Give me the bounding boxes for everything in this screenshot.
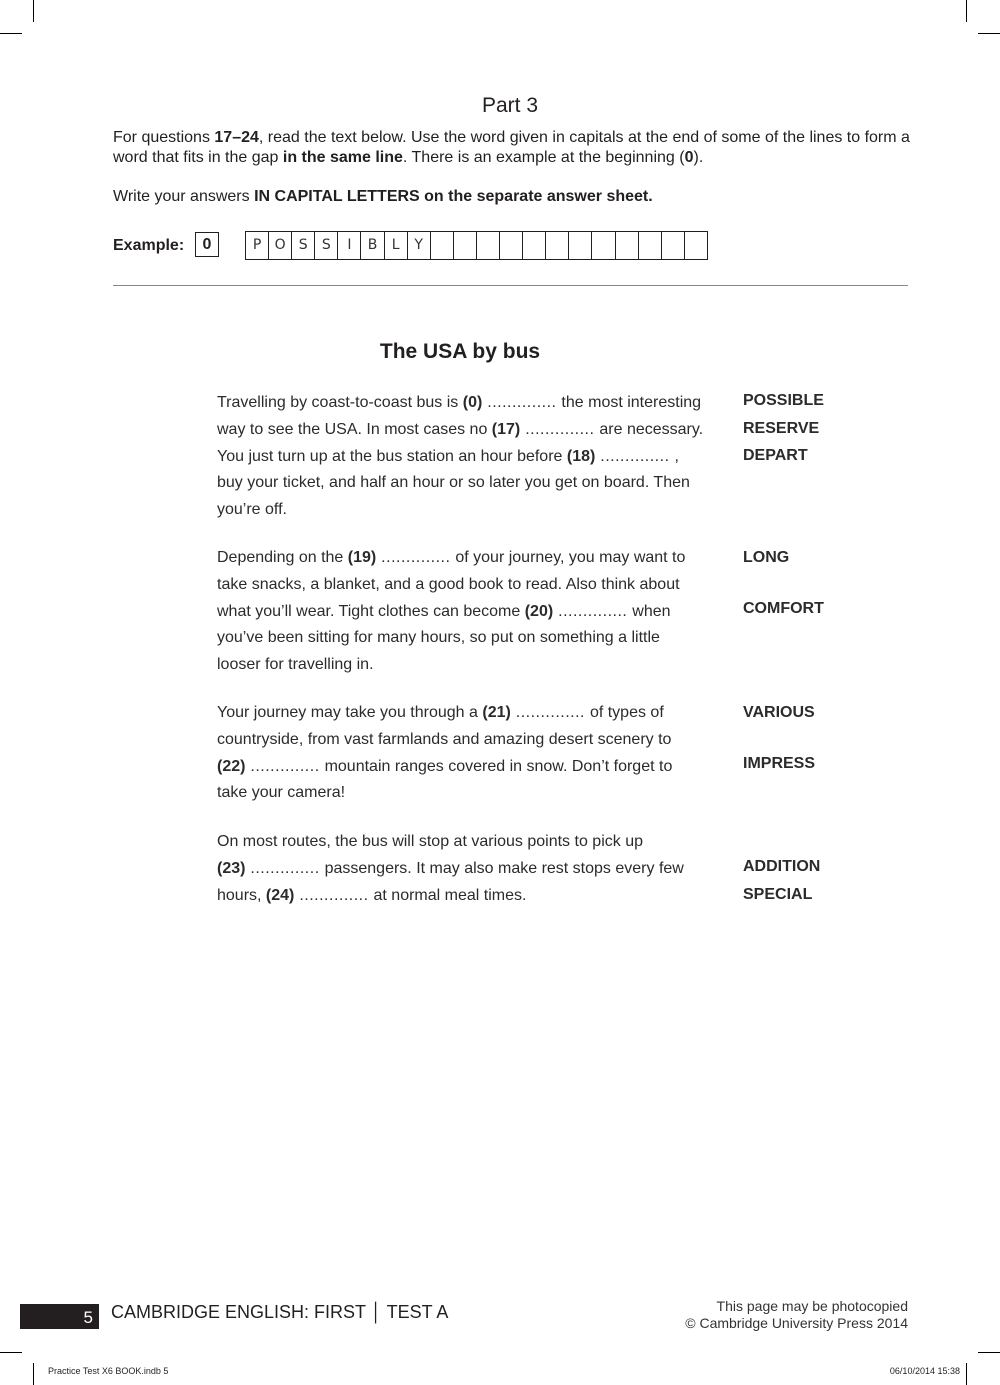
answer-cell (546, 232, 569, 259)
part-title: Part 3 (481, 94, 539, 117)
crop-mark (978, 33, 1000, 34)
photocopy-note: This page may be photocopied (716, 1298, 908, 1314)
answer-cell (477, 232, 500, 259)
gap-number: (20) (524, 602, 554, 620)
instruction-text: , read the text below. Use the word given in capitals at the end of some of the lines to form a word that fits in the gap (113, 129, 910, 166)
keyword-comfort: COMFORT (743, 600, 824, 617)
text-paragraph (217, 700, 707, 807)
text-line (217, 390, 707, 417)
print-slug-date: 06/10/2014 15:38 (889, 1366, 960, 1376)
answer-cell: S (315, 232, 338, 259)
gap-dots: .............. (376, 549, 456, 566)
text-segment: Travelling by coast-to-coast bus is (217, 394, 463, 411)
copyright-line: © Cambridge University Press 2014 (685, 1315, 908, 1331)
instruction-text: ). (693, 149, 704, 166)
text-line (217, 754, 707, 781)
text-segment: Your journey may take you through a (217, 704, 483, 721)
answer-cell (616, 232, 639, 259)
gap-number: (19) (347, 549, 377, 566)
example-ref: 0 (684, 149, 694, 166)
gap-number: (18) (566, 447, 596, 465)
text-segment: what you’ll wear. Tight clothes can become (217, 602, 525, 620)
text-line (217, 545, 707, 572)
text-paragraph (217, 390, 707, 524)
instructions-paragraph (113, 128, 913, 168)
example-label: Example: (113, 237, 185, 254)
keyword-various: VARIOUS (743, 704, 815, 721)
footer-title: CAMBRIDGE ENGLISH: FIRST │ TEST A (111, 1302, 449, 1322)
gap-number: (21) (482, 704, 511, 721)
text-line: looser for travelling in. (217, 656, 374, 674)
answer-cell (569, 232, 592, 259)
keyword-special: SPECIAL (743, 886, 813, 903)
keyword-depart: DEPART (743, 447, 808, 464)
instruction-text: Write your answers (113, 188, 255, 205)
page-number: 5 (20, 1304, 99, 1329)
text-segment: of types of (589, 704, 664, 721)
text-line: take snacks, a blanket, and a good book to read. Also think about (217, 575, 680, 593)
text-line (217, 444, 707, 471)
gap-dots: .............. (553, 602, 633, 620)
gap-dots: .............. (520, 420, 600, 438)
answer-cell: Y (408, 232, 431, 259)
text-segment: at normal meal times. (373, 886, 527, 904)
answer-cell (454, 232, 477, 259)
keyword-addition: ADDITION (743, 858, 821, 875)
gap-number: (0) (462, 394, 483, 411)
answer-cell (592, 232, 615, 259)
text-segment: when (632, 602, 671, 620)
instruction-emphasis: IN CAPITAL LETTERS on the separate answer sheet. (254, 188, 653, 205)
text-segment: , (674, 447, 679, 465)
answer-cell: B (361, 232, 384, 259)
text-segment: way to see the USA. In most cases no (217, 420, 492, 438)
instruction-text: . There is an example at the beginning ( (402, 149, 685, 166)
gap-number: (17) (491, 420, 521, 438)
crop-mark (0, 1352, 22, 1353)
text-segment: mountain ranges covered in snow. Don’t forget to (324, 757, 673, 775)
crop-mark (978, 1352, 1000, 1353)
answer-cell (685, 232, 708, 259)
text-line (217, 700, 707, 727)
gap-dots: .............. (510, 704, 590, 721)
answer-instruction (113, 187, 913, 207)
crop-mark (33, 0, 34, 22)
gap-dots: .............. (245, 757, 325, 775)
question-range: 17–24 (214, 129, 259, 146)
text-line: you’ve been sitting for many hours, so put on something a little (217, 629, 660, 647)
answer-cell: L (385, 232, 408, 259)
gap-number: (24) (265, 886, 295, 904)
example-number-box: 0 (195, 232, 219, 257)
keyword-impress: IMPRESS (743, 755, 816, 772)
keyword-reserve: RESERVE (743, 420, 820, 437)
gap-dots: .............. (595, 447, 675, 465)
text-paragraph (217, 829, 707, 909)
text-paragraph (217, 545, 707, 679)
text-segment: are necessary. (599, 420, 704, 438)
instruction-text: For questions (113, 129, 215, 146)
text-line: buy your ticket, and half an hour or so later you get on board. Then (217, 474, 690, 492)
text-line (217, 417, 707, 444)
instruction-emphasis: in the same line (282, 149, 403, 166)
text-line: countryside, from vast farmlands and amazing desert scenery to (217, 730, 672, 748)
answer-cell: O (269, 232, 292, 259)
keyword-possible: POSSIBLE (743, 392, 824, 409)
text-segment: the most interesting (561, 394, 702, 411)
gap-dots: .............. (245, 859, 325, 877)
text-line (217, 856, 707, 883)
crop-mark (966, 1363, 967, 1385)
answer-cell: P (246, 232, 269, 259)
text-line (217, 883, 707, 910)
text-line (217, 599, 707, 626)
gap-dots: .............. (482, 394, 562, 411)
text-line: take your camera! (217, 784, 346, 802)
crop-mark (0, 33, 22, 34)
crop-mark (966, 0, 967, 22)
answer-cell: I (338, 232, 361, 259)
text-line: On most routes, the bus will stop at various points to pick up (217, 833, 643, 850)
answer-cell (500, 232, 523, 259)
text-segment: hours, (217, 886, 266, 904)
answer-cell (523, 232, 546, 259)
text-segment: Depending on the (217, 549, 348, 566)
keyword-long: LONG (743, 549, 790, 566)
answer-cell (639, 232, 662, 259)
answer-cell (431, 232, 454, 259)
gap-number: (23) (217, 859, 246, 877)
text-segment: of your journey, you may want to (455, 549, 686, 566)
divider (113, 285, 908, 286)
example-answer-grid (245, 231, 708, 260)
copyright-notice (685, 1298, 908, 1332)
gap-dots: .............. (294, 886, 374, 904)
text-segment: You just turn up at the bus station an hour before (217, 447, 567, 465)
text-line: you’re off. (217, 501, 287, 519)
print-slug-file: Practice Test X6 BOOK.indb 5 (48, 1366, 169, 1376)
answer-cell: S (292, 232, 315, 259)
text-segment: passengers. It may also make rest stops every few (324, 859, 684, 877)
gap-number: (22) (217, 757, 246, 775)
text-title: The USA by bus (379, 340, 541, 363)
answer-cell (662, 232, 685, 259)
crop-mark (33, 1363, 34, 1385)
